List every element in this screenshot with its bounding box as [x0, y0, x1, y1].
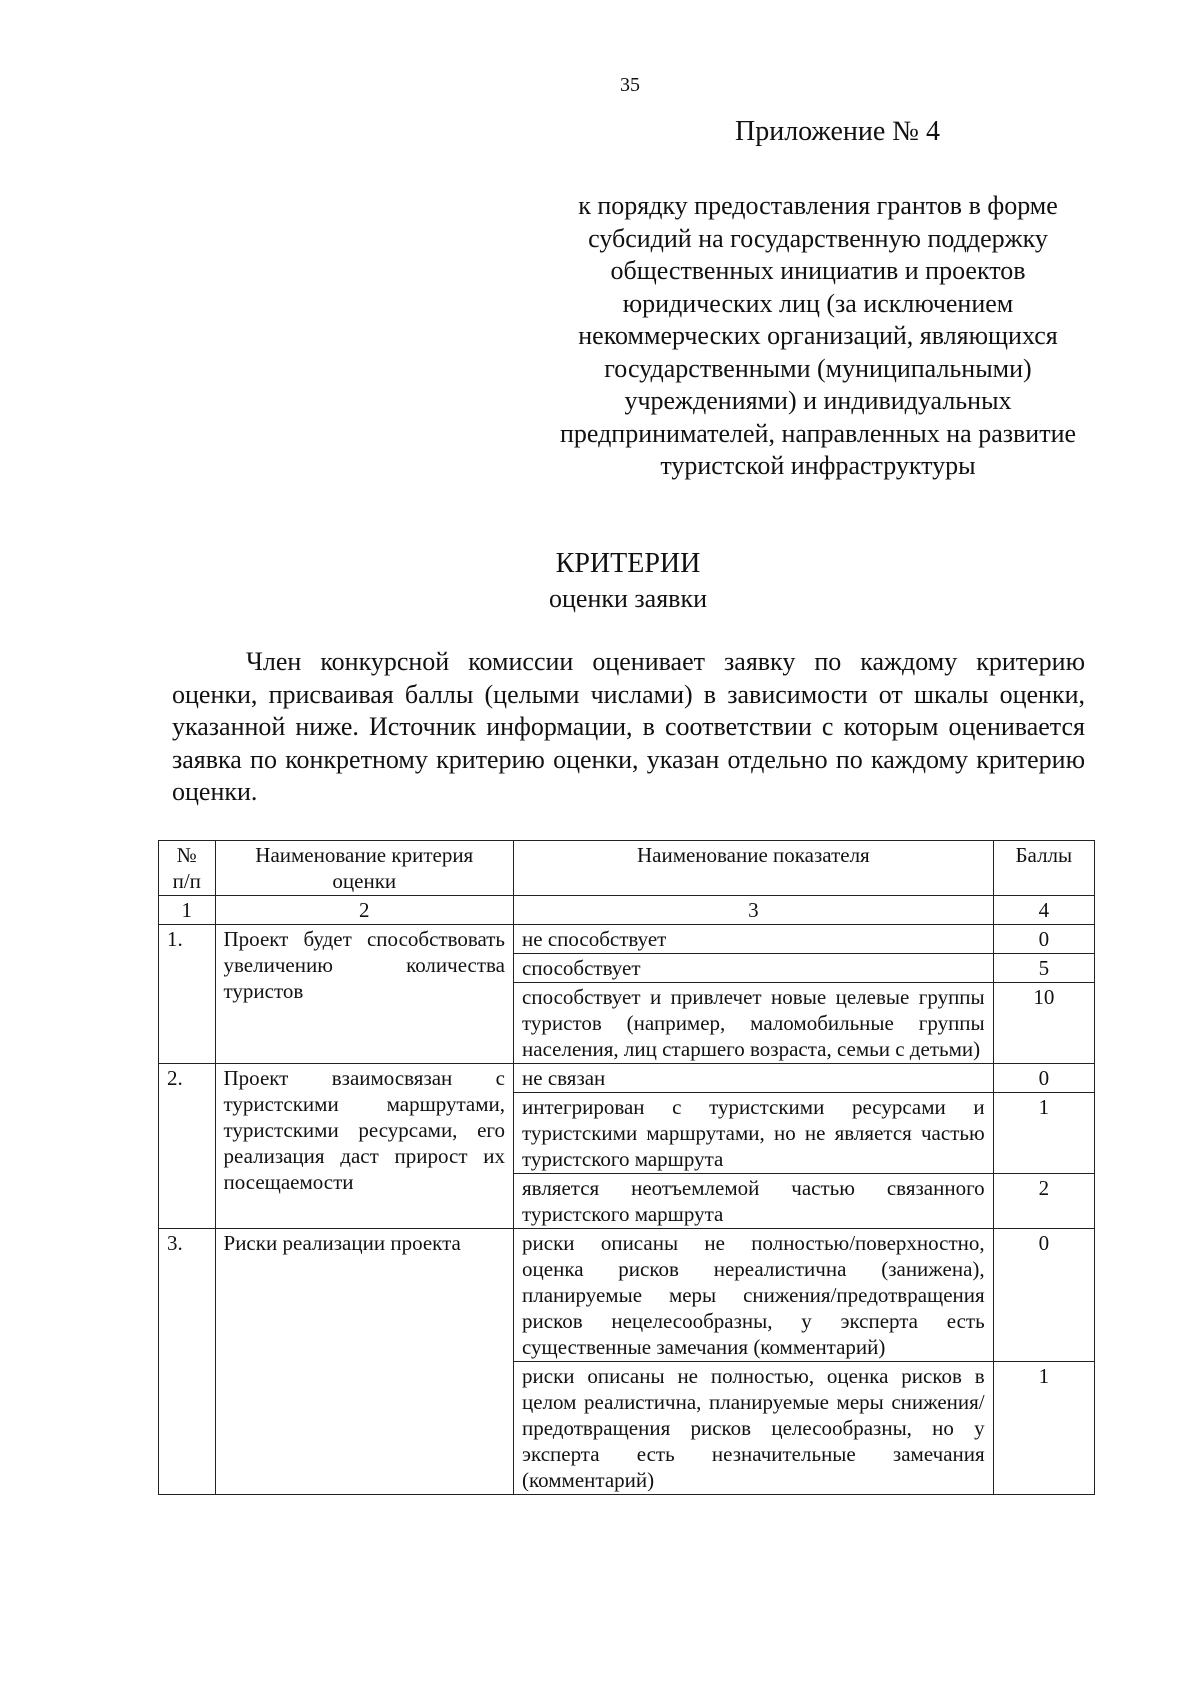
indicator-text: способствует и привлечет новые целевые группы туристов (например, маломобильные группы населения, лиц старшего возраста, семьи с детьми): [514, 983, 994, 1064]
criterion-name: Проект будет способствовать увеличению количества туристов: [215, 925, 514, 1064]
table-row: [159, 1229, 1095, 1362]
appendix-title: Приложение № 4: [735, 116, 940, 147]
criteria-table: [158, 840, 1095, 1495]
document-subtitle: оценки заявки: [548, 584, 707, 613]
header-number: № п/п: [159, 841, 216, 896]
criterion-name: Проект взаимосвязан с туристскими маршрутами, туристскими ресурсами, его реализация даст прирост их посещаемости: [215, 1064, 514, 1229]
criterion-number: 3.: [159, 1229, 216, 1495]
indicator-score: 0: [993, 1064, 1094, 1093]
document-title: КРИТЕРИИ: [555, 548, 701, 579]
page-number: 35: [620, 74, 640, 96]
indicator-score: 0: [993, 925, 1094, 954]
table-header-row: [159, 841, 1095, 896]
indicator-text: риски описаны не полностью, оценка рисков в целом реалистична, планируемые меры снижения/предотвращения рисков целесообразны, но у эксперта есть незначительные замечания (комментарий): [514, 1362, 994, 1495]
indicator-text: не связан: [514, 1064, 994, 1093]
indicator-text: интегрирован с туристскими ресурсами и туристскими маршрутами, но не является частью туристского маршрута: [514, 1093, 994, 1174]
header-indicator: Наименование показателя: [514, 841, 994, 896]
indicator-score: 1: [993, 1093, 1094, 1174]
header-criterion: Наименование критерия оценки: [215, 841, 514, 896]
indicator-text: является неотъемлемой частью связанного туристского маршрута: [514, 1174, 994, 1229]
criterion-number: 1.: [159, 925, 216, 1064]
column-number-cell: 4: [993, 896, 1094, 925]
indicator-score: 2: [993, 1174, 1094, 1229]
indicator-text: риски описаны не полностью/поверхностно, оценка рисков нереалистична (занижена), планируемые меры снижения/предотвращения рисков нецелесообразны, у эксперта есть существенные замечания (комментарий): [514, 1229, 994, 1362]
indicator-score: 5: [993, 954, 1094, 983]
header-score: Баллы: [993, 841, 1094, 896]
column-number-row: [159, 896, 1095, 925]
indicator-text: способствует: [514, 954, 994, 983]
appendix-subtitle: к порядку предоставления грантов в форме субсидий на государственную поддержку общественных инициатив и проектов юридических лиц (за исключением некоммерческих организаций, являющихся государственными (муниципальными) учреждениями) и индивидуальных предпринимателей, направленных на развитие туристской инфраструктуры: [559, 191, 1077, 480]
indicator-score: 0: [993, 1229, 1094, 1362]
column-number-cell: 2: [215, 896, 514, 925]
indicator-score: 10: [993, 983, 1094, 1064]
column-number-cell: 1: [159, 896, 216, 925]
indicator-score: 1: [993, 1362, 1094, 1495]
intro-paragraph: Член конкурсной комиссии оценивает заявку по каждому критерию оценки, присваивая баллы (целыми числами) в зависимости от шкалы оценки, указанной ниже. Источник информации, в соответствии с которым оценивается заявка по конкретному критерию оценки, указан отдельно по каждому критерию оценки.: [172, 647, 1085, 806]
column-number-cell: 3: [514, 896, 994, 925]
table-row: [159, 925, 1095, 954]
table-row: [159, 1064, 1095, 1093]
criterion-number: 2.: [159, 1064, 216, 1229]
criterion-name: Риски реализации проекта: [215, 1229, 514, 1495]
indicator-text: не способствует: [514, 925, 994, 954]
